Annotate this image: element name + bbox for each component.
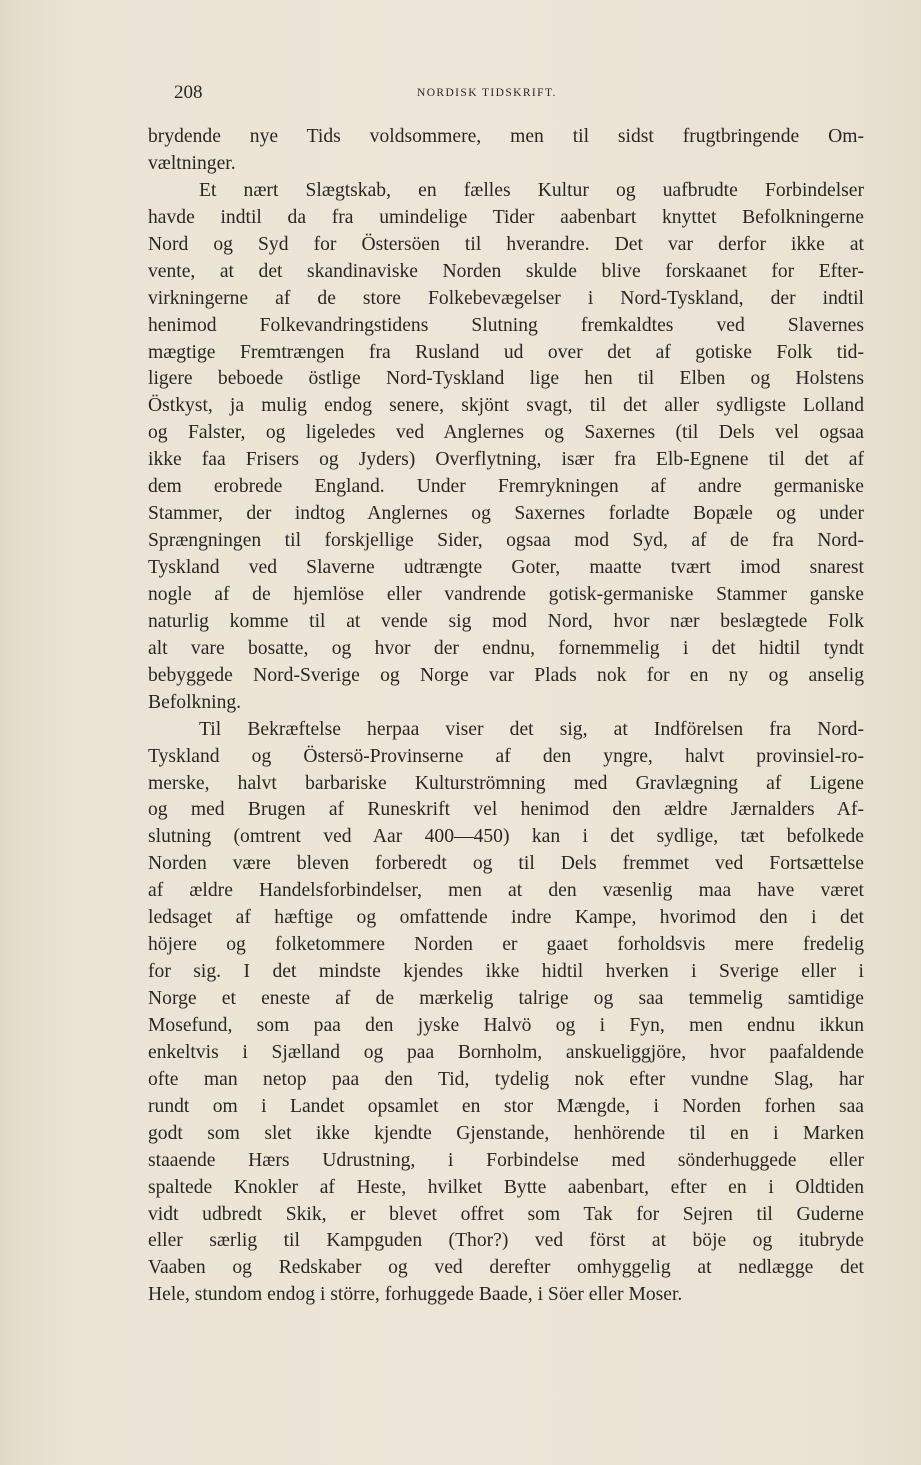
text-line: bebyggede Nord-Sverige og Norge var Plads nok for en ny og anselig	[148, 664, 864, 686]
text-line: Hele, stundom endog i större, forhuggede Baade, i Söer eller Moser.	[148, 1284, 683, 1306]
text-line: Sprængningen til forskjellige Sider, ogsaa mod Syd, af de fra Nord-	[148, 530, 864, 552]
text-line: Norden være bleven forberedt og til Dels fremmet ved Fortsættelse	[148, 853, 864, 875]
text-line: og Falster, og ligeledes ved Anglernes og Saxernes (til Dels vel ogsaa	[148, 422, 864, 444]
page-header	[174, 82, 774, 106]
text-line: havde indtil da fra umindelige Tider aabenbart knyttet Befolkningerne	[148, 206, 864, 228]
text-line: Stammer, der indtog Anglernes og Saxernes forladte Bopæle og under	[148, 503, 864, 525]
text-line: rundt om i Landet opsamlet en stor Mængde, i Norden forhen saa	[148, 1095, 864, 1117]
text-line: Östkyst, ja mulig endog senere, skjönt svagt, til det aller sydligste Lolland	[148, 395, 864, 417]
text-line: Mosefund, som paa den jyske Halvö og i Fyn, men endnu ikkun	[148, 1014, 864, 1036]
text-line: Tyskland ved Slaverne udtrængte Goter, maatte tvært imod snarest	[148, 557, 864, 578]
text-line: ligere beboede östlige Nord-Tyskland lige hen til Elben og Holstens	[148, 368, 864, 390]
text-line: Et nært Slægtskab, en fælles Kultur og uafbrudte Forbindelser	[199, 179, 864, 201]
page-number: 208	[174, 82, 203, 103]
text-line: ofte man netop paa den Tid, tydelig nok efter vundne Slag, har	[148, 1068, 864, 1090]
text-line: henimod Folkevandringstidens Slutning fremkaldtes ved Slavernes	[148, 314, 864, 336]
text-line: og med Brugen af Runeskrift vel henimod den ældre Jærnalders Af-	[148, 799, 864, 821]
text-line: ikke faa Frisers og Jyders) Overflytning, især fra Elb-Egnene til det af	[148, 449, 864, 471]
text-line: eller særlig til Kampguden (Thor?) ved först at böje og itubryde	[148, 1230, 864, 1252]
text-line: höjere og folketommere Norden er gaaet forholdsvis mere fredelig	[148, 934, 864, 956]
text-line: Nord og Syd for Östersöen til hverandre. Det var derfor ikke at	[148, 233, 864, 255]
text-line: af ældre Handelsforbindelser, men at den væsenlig maa have været	[148, 880, 864, 902]
text-line: enkeltvis i Sjælland og paa Bornholm, anskueliggjöre, hvor paafaldende	[148, 1041, 864, 1063]
text-line: vente, at det skandinaviske Norden skulde blive forskaanet for Efter-	[148, 260, 864, 282]
text-line: vidt udbredt Skik, er blevet offret som Tak for Sejren til Guderne	[148, 1203, 864, 1225]
text-line: virkningerne af de store Folkebevægelser i Nord-Tyskland, der indtil	[148, 287, 864, 309]
text-line: nogle af de hjemlöse eller vandrende gotisk-germaniske Stammer ganske	[148, 583, 864, 605]
text-line: Tyskland og Östersö-Provinserne af den yngre, halvt provinsiel-ro-	[148, 745, 864, 767]
text-line: Til Bekræftelse herpaa viser det sig, at Indförelsen fra Nord-	[199, 718, 864, 740]
text-line: naturlig komme til at vende sig mod Nord, hvor nær beslægtede Folk	[148, 610, 864, 632]
text-line: staaende Hærs Udrustning, i Forbindelse med sönderhuggede eller	[148, 1149, 864, 1171]
body-text	[148, 124, 864, 1309]
text-line: brydende nye Tids voldsommere, men til sidst frugtbringende Om-	[148, 126, 864, 147]
text-line: for sig. I det mindste kjendes ikke hidtil hverken i Sverige eller i	[148, 961, 864, 983]
text-line: slutning (omtrent ved Aar 400—450) kan i det sydlige, tæt befolkede	[148, 826, 864, 848]
text-line: væltninger.	[148, 152, 236, 174]
running-head: NORDISK TIDSKRIFT.	[417, 87, 557, 99]
text-line: Befolkning.	[148, 691, 242, 713]
text-line: dem erobrede England. Under Fremrykningen af andre germaniske	[148, 476, 864, 498]
text-line: alt vare bosatte, og hvor der endnu, fornemmelig i det hidtil tyndt	[148, 637, 864, 659]
text-line: ledsaget af hæftige og omfattende indre Kampe, hvorimod den i det	[148, 907, 864, 929]
text-line: merske, halvt barbariske Kulturströmning med Gravlægning af Ligene	[148, 772, 864, 794]
text-line: mægtige Fremtrængen fra Rusland ud over det af gotiske Folk tid-	[148, 341, 864, 363]
text-line: spaltede Knokler af Heste, hvilket Bytte aabenbart, efter en i Oldtiden	[148, 1176, 864, 1198]
text-line: Vaaben og Redskaber og ved derefter omhyggelig at nedlægge det	[148, 1257, 864, 1279]
text-line: Norge et eneste af de mærkelig talrige og saa temmelig samtidige	[148, 988, 864, 1009]
text-line: godt som slet ikke kjendte Gjenstande, henhörende til en i Marken	[148, 1122, 864, 1144]
